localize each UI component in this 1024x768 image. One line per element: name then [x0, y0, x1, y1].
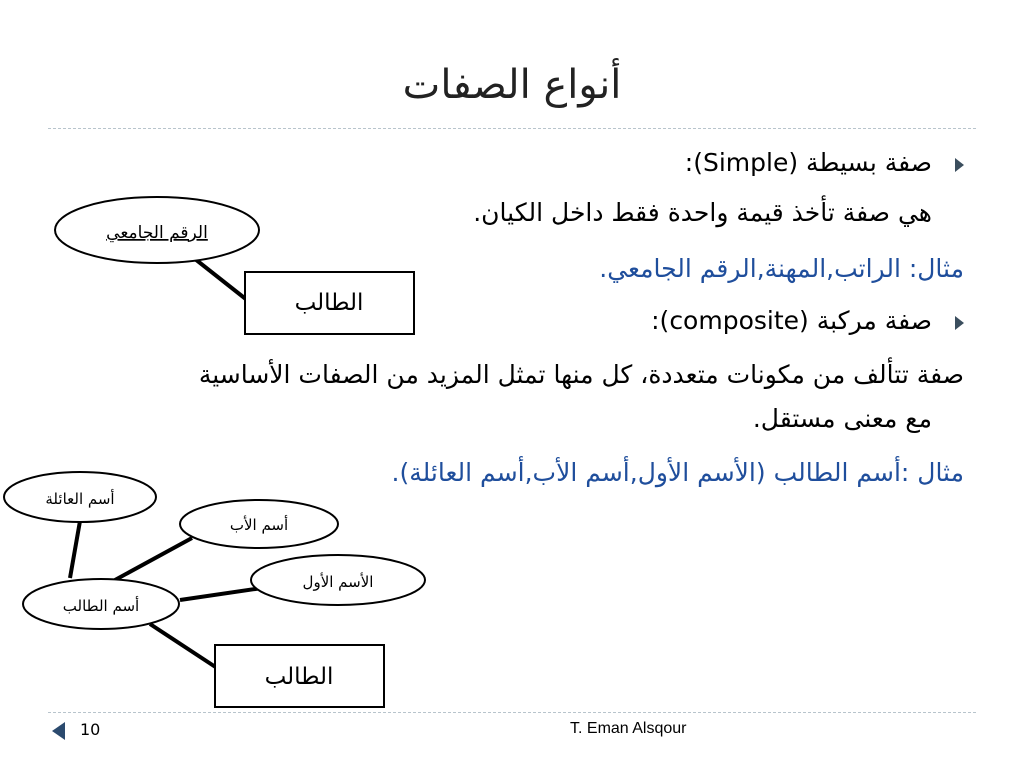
- connector-family-line: [70, 521, 80, 578]
- simple-connector-line: [190, 255, 247, 300]
- connector-entity-line: [150, 624, 217, 668]
- simple-entity-label: الطالب: [294, 290, 364, 316]
- footer-author: T. Eman Alsqour: [570, 720, 687, 737]
- composite-description-1: صفة تتألف من مكونات متعددة، كل منها تمثل المزيد من الصفات الأساسية: [198, 360, 964, 389]
- student-name-label: أسم الطالب: [62, 597, 140, 615]
- bottom-divider: [48, 712, 976, 713]
- connector-first-line: [180, 588, 262, 600]
- composite-description-2: مع معنى مستقل.: [752, 404, 932, 433]
- first-name-label: الأسم الأول: [302, 573, 374, 591]
- composite-example: مثال :أسم الطالب (الأسم الأول,أسم الأب,أسم العائلة).: [391, 458, 964, 487]
- composite-entity-label: الطالب: [264, 664, 334, 690]
- bullet-composite: صفة مركبة (composite):: [651, 306, 932, 335]
- footer-triangle-icon: [52, 722, 65, 740]
- page-number: 10: [80, 720, 101, 739]
- slide-title: أنواع الصفات: [402, 62, 622, 108]
- simple-attribute-label: الرقم الجامعي: [106, 223, 208, 243]
- simple-description: هي صفة تأخذ قيمة واحدة فقط داخل الكيان.: [473, 198, 932, 227]
- bullet-simple: صفة بسيطة (Simple):: [684, 148, 932, 177]
- connector-father-line: [115, 538, 192, 580]
- family-name-label: أسم العائلة: [45, 490, 115, 508]
- simple-example: مثال: الراتب,المهنة,الرقم الجامعي.: [599, 254, 964, 283]
- father-name-label: أسم الأب: [229, 516, 289, 534]
